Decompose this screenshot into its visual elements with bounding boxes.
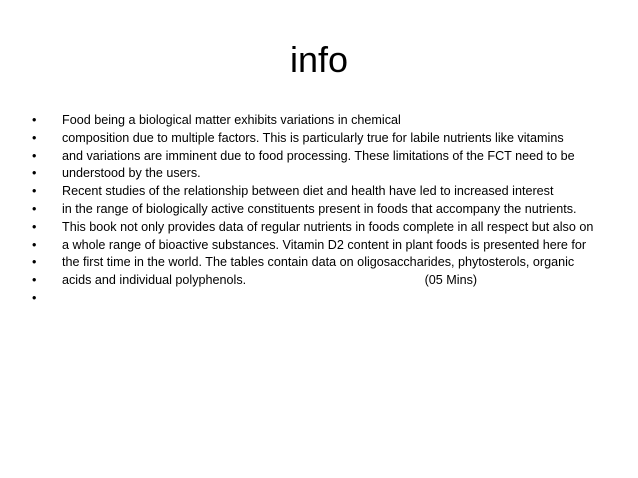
- bullet-text: the first time in the world. The tables contain data on oligosaccharides, phytosterols, organic: [62, 255, 575, 270]
- slide-title: info: [289, 39, 349, 80]
- bullet-item: [32, 290, 632, 308]
- bullet-dot-icon: •: [32, 166, 37, 181]
- bullet-dot-icon: •: [32, 113, 37, 127]
- bullet-dot-icon: •: [32, 273, 37, 288]
- bullet-item: [32, 219, 632, 237]
- bullet-text: and variations are imminent due to food processing. These limitations of the FCT need to be: [62, 148, 575, 163]
- bullet-dot-icon: •: [32, 237, 37, 252]
- bullet-item: [32, 272, 632, 290]
- bullet-item: [32, 237, 632, 255]
- bullet-item: [32, 201, 632, 219]
- bullet-list: [32, 112, 632, 308]
- bullet-text: This book not only provides data of regular nutrients in foods complete in all respect but also on: [62, 219, 594, 234]
- bullet-item: [32, 130, 632, 148]
- bullet-text: Food being a biological matter exhibits variations in chemical: [62, 113, 401, 127]
- bullet-dot-icon: •: [32, 148, 37, 163]
- bullet-item: [32, 112, 632, 130]
- bullet-dot-icon: •: [32, 184, 37, 199]
- bullet-item: [32, 254, 632, 272]
- bullet-dot-icon: •: [32, 219, 37, 234]
- bullet-text: composition due to multiple factors. This is particularly true for labile nutrients like vitamins: [62, 130, 564, 145]
- bullet-text: in the range of biologically active constituents present in foods that accompany the nutrients.: [62, 201, 577, 216]
- bullet-text: understood by the users.: [62, 166, 201, 181]
- bullet-item: [32, 165, 632, 183]
- bullet-text: a whole range of bioactive substances. Vitamin D2 content in plant foods is presented here for: [62, 237, 587, 252]
- bullet-dot-icon: •: [32, 201, 37, 216]
- bullet-item: [32, 183, 632, 201]
- bullet-text: acids and individual polyphenols. (05 Mins): [62, 273, 478, 288]
- bullet-text: Recent studies of the relationship between diet and health have led to increased interest: [62, 184, 554, 199]
- bullet-dot-icon: •: [32, 130, 37, 145]
- bullet-item: [32, 148, 632, 166]
- bullet-dot-icon: •: [32, 255, 37, 270]
- bullet-dot-icon: •: [32, 290, 37, 305]
